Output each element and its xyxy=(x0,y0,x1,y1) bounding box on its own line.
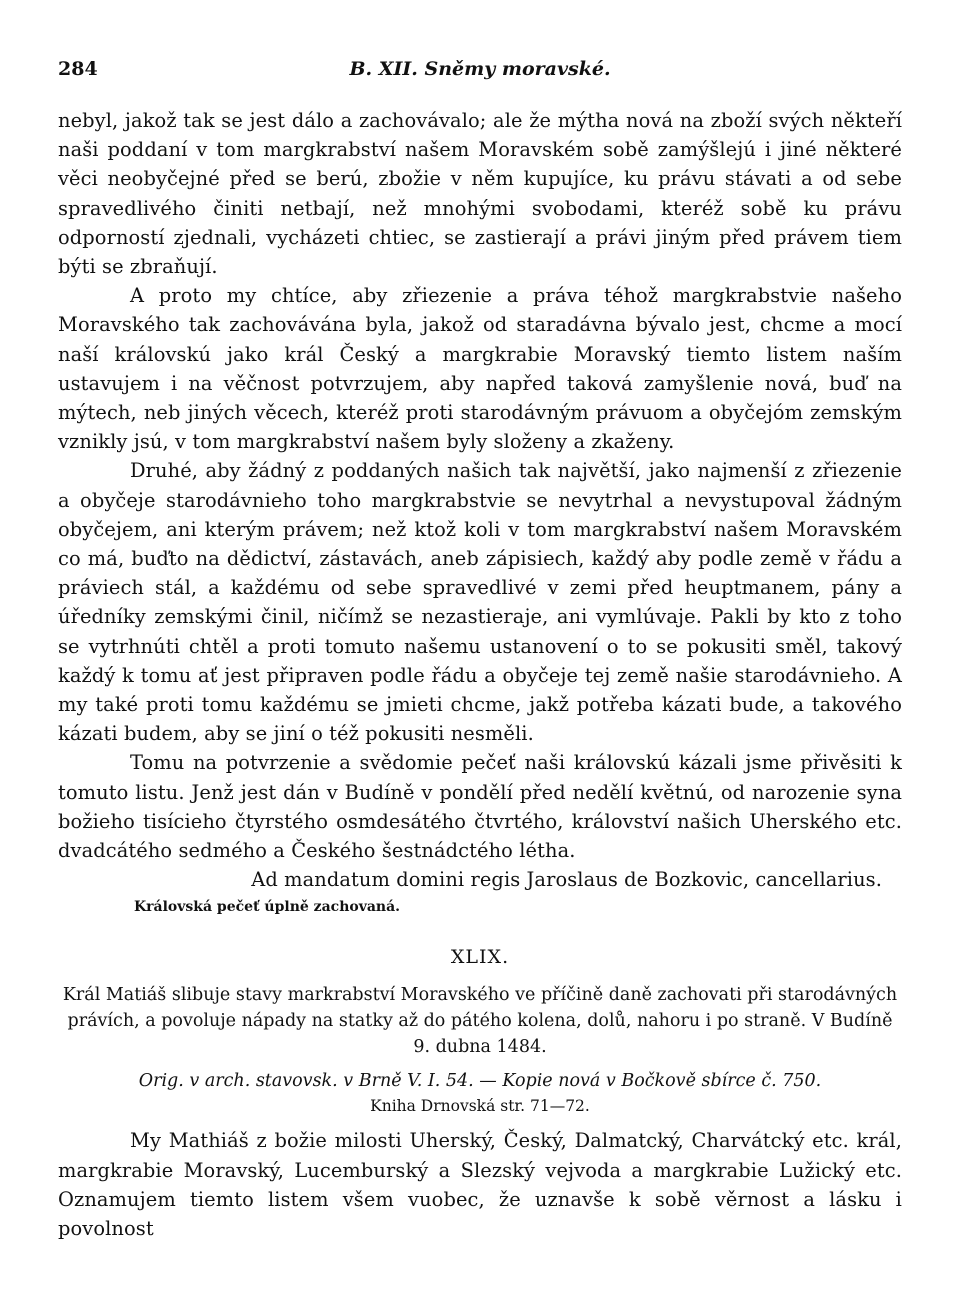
paragraph: Druhé, aby žádný z poddaných našich tak najvětší, jako najmenší z zřiezenie a obyčeje starodávnieho toho margkrabstvie se nevytrhal a nevystupoval žádným obyčejem, ani kterým právem; než ktož koli v tom margkrabství našem Moravském co má, buďto na dědictví, zástavách, aneb zápisiech, každý aby podle země v řádu a práviech stál, a každému od sebe spravedlivé v zemi před heuptmanem, pány a úředníky zemskými činil, ničímž se nezastieraje, ani vymlúvaje. Pakli by kto z toho se vytrhnúti chtěl a proti tomuto našemu ustanovení o to se pokusiti směl, takový každý k tomu ať jest připraven podle řádu a obyčeje tej země našie starodávnieho. A my také proti tomu každému se jmieti chcme, jakž potřeba kázati bude, a takového kázati budem, aby se jiní o též pokusiti nesměli. xyxy=(58,459,902,746)
page xyxy=(58,50,902,1243)
signature-line: Ad mandatum domini regis Jaroslaus de Bozkovic, cancellarius. xyxy=(251,868,882,892)
section-number: XLIX. xyxy=(450,946,510,969)
page-number: 284 xyxy=(58,58,98,80)
source-citation-secondary: Kniha Drnovská str. 71—72. xyxy=(370,1097,590,1116)
paragraph: Tomu na potvrzenie a svědomie pečeť naši královskú kázali jsme přivěsiti k tomuto listu. Jenž jest dán v Budíně v pondělí před nedělí květnú, od narozenie syna božieho tisícieho čtyrstého osmdesátého čtvrtého, království našich Uherského etc. dvadcátého sedmého a Českého šestnádctého létha. xyxy=(58,751,902,863)
source-citation: Orig. v arch. stavovsk. v Brně V. I. 54. — Kopie nová v Bočkově sbírce č. 750. xyxy=(138,1071,822,1092)
seal-note: Královská pečeť úplně zachovaná. xyxy=(134,899,401,916)
paragraph: A proto my chtíce, aby zřiezenie a práva téhož margkrabstvie našeho Moravského tak zachovávána byla, jakož od staradávna bývalo jest, chcme a mocí naší královskú jako král Český a margkrabie Moravský tiemto listem naším ustavujem i na věčnost potvrzujem, aby napřed taková zamyšlenie nová, buď na mýtech, neb jiných věcech, kteréž proti starodávným právuom a obyčejóm zemským vznikly jsú, v tom margkrabství našem byly složeny a zkaženy. xyxy=(58,284,902,454)
running-title: B. XII. Sněmy moravské. xyxy=(349,58,611,80)
document-body xyxy=(58,106,902,1243)
section-regest: Král Matiáš slibuje stavy markrabství Moravského ve příčině daně zachovati při starodávných právích, a povoluje nápady na statky až do pátého kolena, dolů, nahoru i po straně. V Budíně 9. dubna 1484. xyxy=(62,985,898,1058)
charter-text: My Mathiáš z božie milosti Uherský, Český, Dalmatcký, Charvátcký etc. král, margkrabie Moravský, Lucemburský a Slezský vejvoda a margkrabie Lužický etc. Oznamujem tiemto listem všem vuobec, že uznavše k sobě věrnost a lásku i povolnost xyxy=(58,1129,902,1241)
paragraph-continued: nebyl, jakož tak se jest dálo a zachovávalo; ale že mýtha nová na zboží svých někteří naši poddaní v tom margkrabství našem Moravském sobě zamýšlejú i jiné některé věci neobyčejné před se berú, zbožie v něm kupujíce, ku právu stávati a od sebe spravedlivého činiti netbají, než mnohými svobodami, kteréž sobě ku právu odporností zjednali, vycházeti chtiec, se zastierají a právi jiným před právem tiem býti se zbraňují. xyxy=(58,109,902,279)
page-header xyxy=(58,50,902,80)
